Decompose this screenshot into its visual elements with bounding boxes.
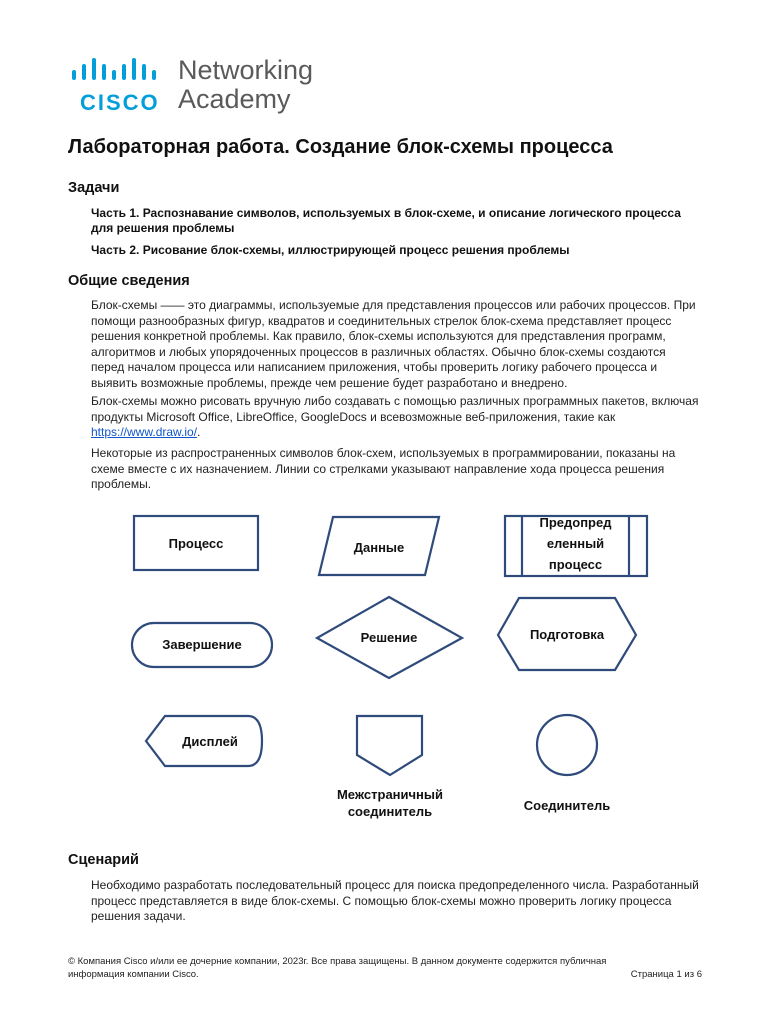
background-paragraph-3: Некоторые из распространенных символов блок-схем, используемых в программировании, показаны на схеме вместе с их назначением. Линии со стрелками указывают направление хода процесса решения проблемы. bbox=[91, 446, 676, 491]
offpage-connector-shape bbox=[357, 716, 422, 775]
cisco-bars-icon bbox=[72, 58, 167, 86]
predefined-label-line-1: Предопред bbox=[539, 515, 612, 530]
cisco-wordmark: CISCO bbox=[80, 90, 160, 115]
offpage-label-line-1: Межстраничный bbox=[336, 787, 444, 802]
cisco-networking-academy-logo bbox=[70, 56, 330, 116]
background-paragraph-1: Блок-схемы —— это диаграммы, используемые для представления процессов или рабочих процессов. При помощи разнообразных фигур, квадратов и соединительных стрелок блок-схема представляет процесс решения конкретной проблемы. Как правило, блок-схемы используются для представления программ, алгоритмов и любых упорядоченных процессов в различных областях. Обычно блок-схемы создаются перед началом процесса или написанием приложения, чтобы проверить логику рабочего процесса и выявить возможные проблемы, прежде чем решение будет разработано и внедрено. bbox=[91, 298, 696, 390]
data-label: Данные bbox=[353, 540, 405, 555]
scenario-heading: Сценарий bbox=[68, 852, 139, 868]
predefined-label-line-3: процесс bbox=[548, 557, 603, 572]
footer-copyright bbox=[68, 955, 668, 981]
offpage-label-line-2: соединитель bbox=[347, 804, 433, 819]
offpage-connector-label bbox=[320, 786, 460, 820]
background-paragraph-2-text: Блок-схемы можно рисовать вручную либо создавать с помощью различных программных пакетов, включая продукты Microsoft Office, LibreOffice, GoogleDocs и всевозможные веб-приложения, такие как bbox=[91, 394, 699, 424]
footer-copyright-line-1: © Компания Cisco и/или ее дочерние компании, 2023г. Все права защищены. В данном документе содержится публичная bbox=[68, 956, 607, 967]
task-part-1: Часть 1. Распознавание символов, используемых в блок-схеме, и описание логического процесса для решения проблемы bbox=[91, 206, 681, 235]
logo-networking-text: Networking bbox=[178, 55, 314, 85]
terminator-label: Завершение bbox=[162, 637, 242, 652]
decision-label: Решение bbox=[360, 630, 418, 645]
flowchart-symbols-diagram bbox=[120, 505, 660, 835]
page-title: Лабораторная работа. Создание блок-схемы процесса bbox=[68, 136, 613, 158]
tasks-heading: Задачи bbox=[68, 180, 120, 196]
connector-label: Соединитель bbox=[523, 798, 611, 813]
predefined-label-line-2: еленный bbox=[546, 536, 605, 551]
background-paragraph-2-end: . bbox=[197, 425, 201, 439]
display-label: Дисплей bbox=[182, 734, 238, 749]
logo-academy-text: Academy bbox=[178, 84, 291, 114]
task-part-2: Часть 2. Рисование блок-схемы, иллюстрирующей процесс решения проблемы bbox=[91, 243, 570, 257]
connector-shape bbox=[537, 715, 597, 775]
background-heading: Общие сведения bbox=[68, 273, 190, 289]
process-label: Процесс bbox=[168, 536, 224, 551]
drawio-link[interactable]: https://www.draw.io/ bbox=[91, 425, 198, 439]
scenario-text: Необходимо разработать последовательный процесс для поиска предопределенного числа. Разработанный процесс представляется в виде блок-схемы. С помощью блок-схемы можно проверить логику процесса решения задачи. bbox=[91, 878, 699, 923]
preparation-label: Подготовка bbox=[529, 627, 605, 642]
predefined-process-label bbox=[522, 512, 629, 575]
footer-copyright-line-2: информация компании Cisco. bbox=[68, 969, 199, 980]
background-paragraph-2 bbox=[91, 394, 701, 441]
footer-page-number: Страница 1 из 6 bbox=[630, 969, 702, 980]
